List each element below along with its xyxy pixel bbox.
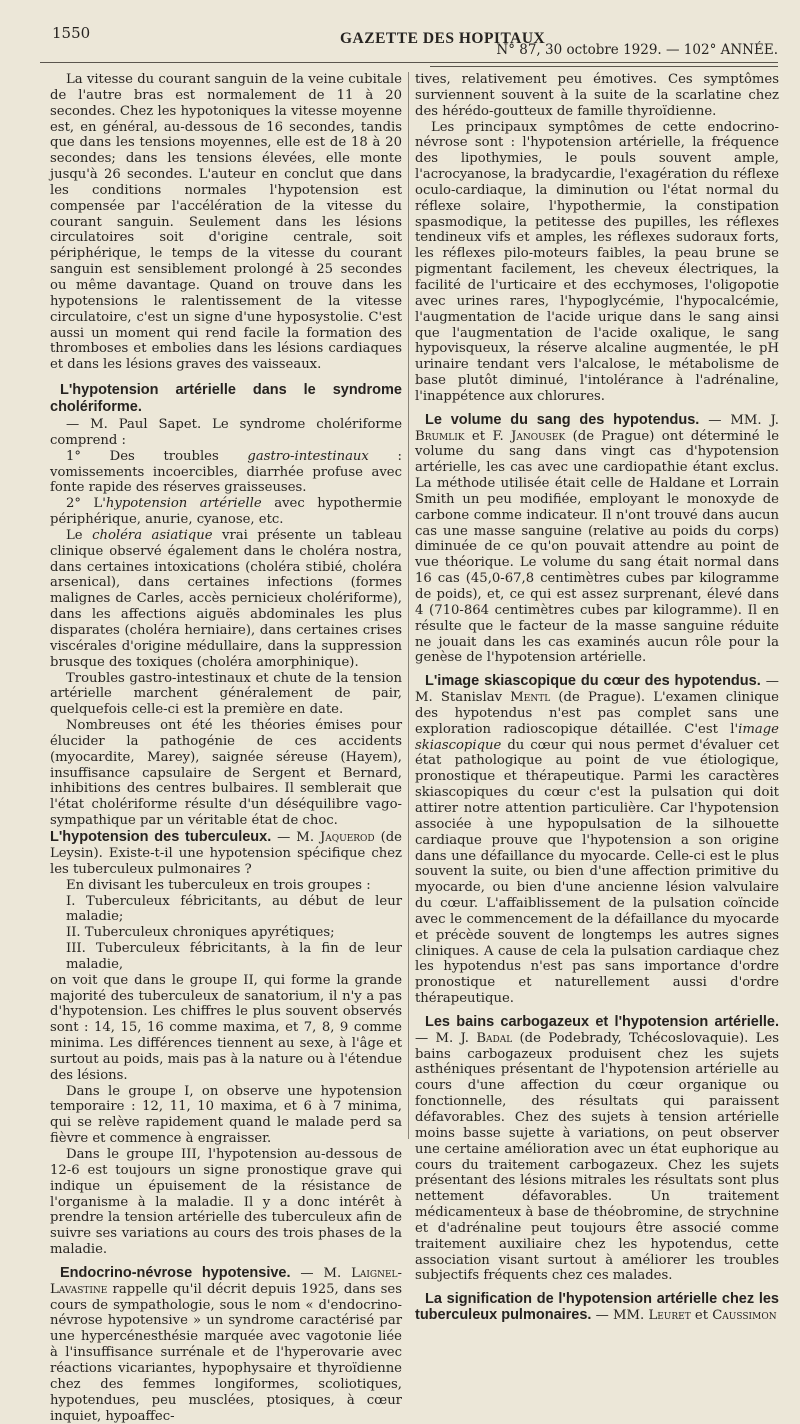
paragraph: 2° L'hypotension artérielle avec hypothermie périphérique, anurie, cyanose, etc.: [50, 496, 403, 528]
page-number: 1550: [52, 24, 91, 42]
list-item: I. Tuberculeux fébricitants, au début de leur maladie;: [66, 893, 402, 925]
author: Jaquerod: [319, 829, 375, 845]
right-column: [415, 72, 779, 1324]
author: Mentl: [510, 690, 551, 706]
column-divider: [408, 72, 409, 1139]
section-heading: L'hypotension des tuberculeux.: [50, 828, 272, 845]
section-heading: L'hypotension artérielle dans le syndrome cholériforme.: [50, 382, 402, 416]
paragraph: Dans le groupe I, on observe une hypotension temporaire : 12, 11, 10 maxima, et 6 à 7 minima, qui se relève rapidement quand le malade perd sa fièvre et commence à engraisser.: [50, 1083, 402, 1147]
author: Janousek: [511, 428, 566, 444]
section-heading: Le volume du sang des hypotendus.: [425, 411, 700, 428]
left-column: La vitesse du courant sanguin de la veine cubitale de l'autre bras est normalement de 11 à 20 secondes. Chez les hypotoniques la vitesse moyenne est, en général, au-dessous de 16 secondes, tandis que dans les tensions moyennes, elle est de 18 à 20 secondes; dans les tensions élevées, elle monte jusqu'à 26 secondes. L'auteur en conclut que dans les conditions normales l'hypotension est compensée par l'accélération de la vitesse du courant sanguin. Seulement dans les lésions circulatoires soit d'origine centrale, soit périphérique, le temps de la vitesse du courant sanguin est sensiblement prolongé à 25 secondes ou même davantage. Quand on trouve dans les hypotensions le ralentissement de la vitesse circulatoire, c'est un signe d'une hyposystolie. C'est aussi un moment qui rend facile la formation des thromboses et embolies dans les lésions cardiaques et dans les lésions graves des vaisseaux. L'hypotension artérielle dans le syndrome cholériforme. — M. Paul Sapet. Le syndrome cholériforme comprend : 1° Des troubles gastro-intestinaux : vomissements incoercibles, diarrhée profuse avec fonte rapide des réserves graisseuses. 2° L'hypotension artérielle avec hypothermie périphérique, anurie, cyanose, etc. Le choléra asiatique vrai présente un tableau clinique observé également dans le choléra nostra, dans certaines intoxications (choléra stibié, choléra arsenical), dans certaines infections (formes malignes de Carles, accès pernicieux cholériforme), dans les affections aiguës abdominales les plus disparates (choléra herniaire), dans certaines crises viscérales d'origine médullaire, dans la suppression brusque des toxiques (choléra amorphinique). Troubles gastro-intestinaux et chute de la tension artérielle marchent généralement de pair, quelquefois celle-ci est la première en date. Nombreuses ont été les théories émises pour élucider la pathogénie de ces accidents (myocardite, Marey), saignée séreuse (Hayem), insuffisance capsulaire de Sergent et Bernard, inhibitions des centres bulbaires. Il semblerait que l'état cholériforme résulte d'un déséquilibre vago-sympathique par un véritable état de choc. L'hypotension des tuberculeux. — M. Jaquerod (de Leysin). Existe-t-il une hypotension spécifique chez les tuberculeux pulmonaires ? En divisant les tuberculeux en trois groupes : I. Tuberculeux fébricitants, au début de leur maladie; II. Tuberculeux chroniques apyrétiques; III. Tuberculeux fébricitants, à la fin de leur maladie, on voit que dans le groupe II, qui forme la grande majorité des tuberculeux de sanatorium, il n'y a pas d'hypotension. Les chiffres le plus souvent observés sont : 14, 15, 16 comme maxima, et 7, 8, 9 comme minima. Les différences tiennent au sexe, à l'âge et surtout au poids, mais pas à la nature ou à l'étendue des lésions. Dans le groupe I, on observe une hypotension temporaire : 12, 11, 10 maxima, et 6 à 7 minima, qui se relève rapidement quand le malade perd sa fièvre et commence à engraisser. Dans le groupe III, l'hypotension au-dessous de 12-6 est toujours un signe pronostique grave qui indique un épuisement de la résistance de l'organisme à la maladie. Il y a donc intérêt à prendre la tension artérielle des tuberculeux afin de suivre ses variations au cours des trois phases de la maladie. Endocrino-névrose hypotensive. — M. Laignel-Lavastine rappelle qu'il décrit depuis 1925, dans ses cours de sympathologie, sous le nom « d'endocrino-névrose hypotensive » un syndrome caractérisé par une hypercénesthésie marquée avec vagotonie liée à l'insuffisance surrénale et de l'hyperovarie avec réactions vicariantes, hypophysaire et thyroïdienne chez des femmes longiformes, scoliotiques, hypotendues, peu musclées, ptosiques, à cœur inquiet, hypoaffec-: [50, 72, 403, 1424]
section: Le volume du sang des hypotendus. — MM. J. Brumlik et F. Janousek (de Prague) ont déterminé le volume du sang dans vingt cas d'hypotension artérielle, les cas avec une cardiopathie étant exclus. La méthode utilisée était celle de Haldane et Lorrain Smith un peu modifiée, employant le monoxyde de carbone comme indicateur. Il n'ont trouvé dans aucun cas une masse sanguine (relative au poids du corps) diminuée de ce qu'on pouvait attendre au point de vue théorique. Le volume du sang était normal dans 16 cas (45,0-67,8 centimètres cubes par kilogramme de poids), et, ce qui est assez surprenant, élevé dans 4 (710-864 centimètres cubes par kilogramme). Il en résulte que le facteur de la masse sanguine réduite ne jouait dans les cas examinés aucun rôle pour la genèse de l'hypotension artérielle.: [415, 411, 780, 666]
header-rule-secondary: [430, 66, 778, 67]
list-item: II. Tuberculeux chroniques apyrétiques;: [66, 925, 335, 941]
author: Badal: [476, 1030, 513, 1046]
author: Leuret: [648, 1308, 691, 1324]
paragraph: on voit que dans le groupe II, qui forme la grande majorité des tuberculeux de sanatorium, il n'y a pas d'hypotension. Les chiffres le plus souvent observés sont : 14, 15, 16 comme maxima, et 7, 8, 9 comme minima. Les différences tiennent au sexe, à l'âge et surtout au poids, mais pas à la nature ou à l'étendue des lésions.: [50, 972, 402, 1083]
paragraph: Le choléra asiatique vrai présente un tableau clinique observé également dans le choléra nostra, dans certaines intoxications (choléra stibié, choléra arsenical), dans certaines infections (formes malignes de Carles, accès pernicieux cholériforme), dans les affections aiguës abdominales les plus disparates (choléra herniaire), dans certaines crises viscérales d'origine médullaire, dans la suppression brusque des toxiques (choléra amorphinique).: [50, 527, 402, 670]
header-rule: [40, 62, 778, 63]
paragraph: La vitesse du courant sanguin de la veine cubitale de l'autre bras est normalement de 11 à 20 secondes. Chez les hypotoniques la vitesse moyenne est, en général, au-dessous de 16 secondes, tandis que dans les tensions moyennes, elle est de 18 à 20 secondes; dans les tensions élevées, elle monte jusqu'à 26 secondes. L'auteur en conclut que dans les conditions normales l'hypotension est compensée par l'accélération de la vitesse du courant sanguin. Seulement dans les lésions circulatoires soit d'origine centrale, soit périphérique, le temps de la vitesse du courant sanguin est sensiblement prolongé à 25 secondes ou même davantage. Quand on trouve dans les hypotensions le ralentissement de la vitesse circulatoire, c'est un signe d'une hyposystolie. C'est aussi un moment qui rend facile la formation des thromboses et embolies dans les lésions cardiaques et dans les lésions graves des vaisseaux.: [50, 72, 402, 373]
paragraph: — M. Paul Sapet. Le syndrome cholériforme comprend :: [50, 417, 402, 448]
author: Caussimon: [712, 1308, 777, 1324]
section: Endocrino-névrose hypotensive. — M. Laignel-Lavastine rappelle qu'il décrit depuis 1925, dans ses cours de sympathologie, sous le nom « d'endocrino-névrose hypotensive » un syndrome caractérisé par une hypercénesthésie marquée avec vagotonie liée à l'insuffisance surrénale et de l'hyperovarie avec réactions vicariantes, hypophysaire et thyroïdienne chez des femmes longiformes, scoliotiques, hypotendues, peu musclées, ptosiques, à cœur inquiet, hypoaffec-: [50, 1264, 402, 1424]
section-heading: Les bains carbogazeux et l'hypotension artérielle.: [425, 1013, 779, 1030]
author: — M. Paul Sapet.: [66, 417, 202, 433]
list-item: III. Tuberculeux fébricitants, à la fin de leur maladie,: [66, 941, 402, 972]
paragraph: En divisant les tuberculeux en trois groupes :: [66, 877, 371, 893]
journal-title: GAZETTE DES HOPITAUX: [340, 30, 546, 47]
paragraph: Dans le groupe III, l'hypotension au-dessous de 12-6 est toujours un signe pronostique grave qui indique un épuisement de la résistance de l'organisme à la maladie. Il y a donc intérêt à prendre la tension artérielle des tuberculeux afin de suivre ses variations au cours des trois phases de la maladie.: [50, 1147, 402, 1258]
section-heading: L'image skiascopique du cœur des hypotendus.: [425, 673, 761, 690]
paragraph: Nombreuses ont été les théories émises pour élucider la pathogénie de ces accidents (myocardite, Marey), saignée séreuse (Hayem), insuffisance capsulaire de Sergent et Bernard, inhibitions des centres bulbaires. Il semblerait que l'état cholériforme résulte d'un déséquilibre vago-sympathique par un véritable état de choc.: [50, 718, 402, 829]
section: Les bains carbogazeux et l'hypotension artérielle. — M. J. Badal (de Podebrady, Tchécoslovaquie). Les bains carbogazeux produisent chez les sujets asthéniques présentant de l'hypotension artérielle au cours d'une affection du cœur organique ou fonctionnelle, des résultats qui paraissent défavorables. Chez des sujets à tension artérielle moins basse sujette à variations, on peut observer une certaine amélioration avec un état euphorique au cours du traitement carbogazeux. Chez les sujets présentant des lésions mitrales les résultats sont plus nettement défavorables. Un traitement médicamenteux à base de théobromine, de strychnine et d'adrénaline peut toujours être associé comme traitement auxiliaire chez les hypotendus, cette association visant surtout à améliorer les troubles subjectifs fréquents chez ces malades.: [415, 1013, 779, 1284]
page-header: [40, 20, 778, 58]
paragraph: Les principaux symptômes de cette endocrino-névrose sont : l'hypotension artérielle, la fréquence des lipothymies, le pouls souvent ample, l'acrocyanose, la bradycardie, l'exagération du réflexe oculo-cardiaque, la diminution ou l'état normal du réflexe solaire, l'hypothermie, la constipation spasmodique, la petitesse des pupilles, les réflexes tendineux vifs et amples, les réflexes sudoraux forts, les réflexes pilo-moteurs faibles, la peau brune se pigmentant facilement, les cheveux électriques, la facilité de l'urticaire et des ecchymoses, l'oligopotie avec urines rares, l'hypoglycémie, l'hypocalcémie, l'augmentation de l'acide urique dans le sang ainsi que l'augmentation de l'acide oxalique, le sang hypovisqueux, la réserve alcaline augmentée, le pH urinaire tendant vers l'alcalose, le métabolisme de base plutôt diminué, l'intolérance à l'adrénaline, l'inappétence aux chlorures.: [415, 119, 779, 404]
issue-info: N° 87, 30 octobre 1929. — 102° ANNÉE.: [496, 42, 778, 58]
section-heading: Endocrino-névrose hypotensive.: [60, 1264, 291, 1281]
author: Laignel-Lavastine: [50, 1265, 402, 1297]
paragraph: Troubles gastro-intestinaux et chute de la tension artérielle marchent généralement de pair, quelquefois celle-ci est la première en date.: [50, 670, 402, 718]
section-heading: La signification de l'hypotension artérielle chez les tuberculeux pulmonaires.: [415, 1291, 779, 1324]
section: La signification de l'hypotension artérielle chez les tuberculeux pulmonaires. — MM. Leuret et Caussimon: [415, 1291, 779, 1324]
section: L'image skiascopique du cœur des hypotendus. — M. Stanislav Mentl (de Prague). L'examen clinique des hypotendus n'est pas complet sans une exploration radioscopique détaillée. C'est l'image skiascopique du cœur qui nous permet d'évaluer cet état pathologique au point de vue étiologique, pronostique et thérapeutique. Parmi les caractères skiascopiques du cœur c'est la pulsation qui doit attirer notre attention particulière. Car l'hypotension associée à une hypopulsation de la silhouette cardiaque prouve que l'hypotension a son origine dans une défaillance du myocarde. Celle-ci est le plus souvent la suite, ou bien d'une affection primitive du myocarde, ou bien d'une ancienne lésion valvulaire du cœur. L'affaiblissement de la pulsation coïncide avec le commencement de la défaillance du myocarde et précède souvent de longtemps les autres signes cliniques. A cause de cela la pulsation cardiaque chez les hypotendus n'est pas sans importance d'ordre pronostique et naturellement aussi d'ordre thérapeutique.: [415, 673, 779, 1007]
paragraph: tives, relativement peu émotives. Ces symptômes surviennent souvent à la suite de la scarlatine chez des hérédo-goutteux de famille thyroïdienne.: [415, 72, 779, 119]
paragraph: 1° Des troubles gastro-intestinaux : vomissements incoercibles, diarrhée profuse avec fonte rapide des réserves graisseuses.: [50, 448, 402, 496]
author: Brumlik: [415, 428, 465, 444]
